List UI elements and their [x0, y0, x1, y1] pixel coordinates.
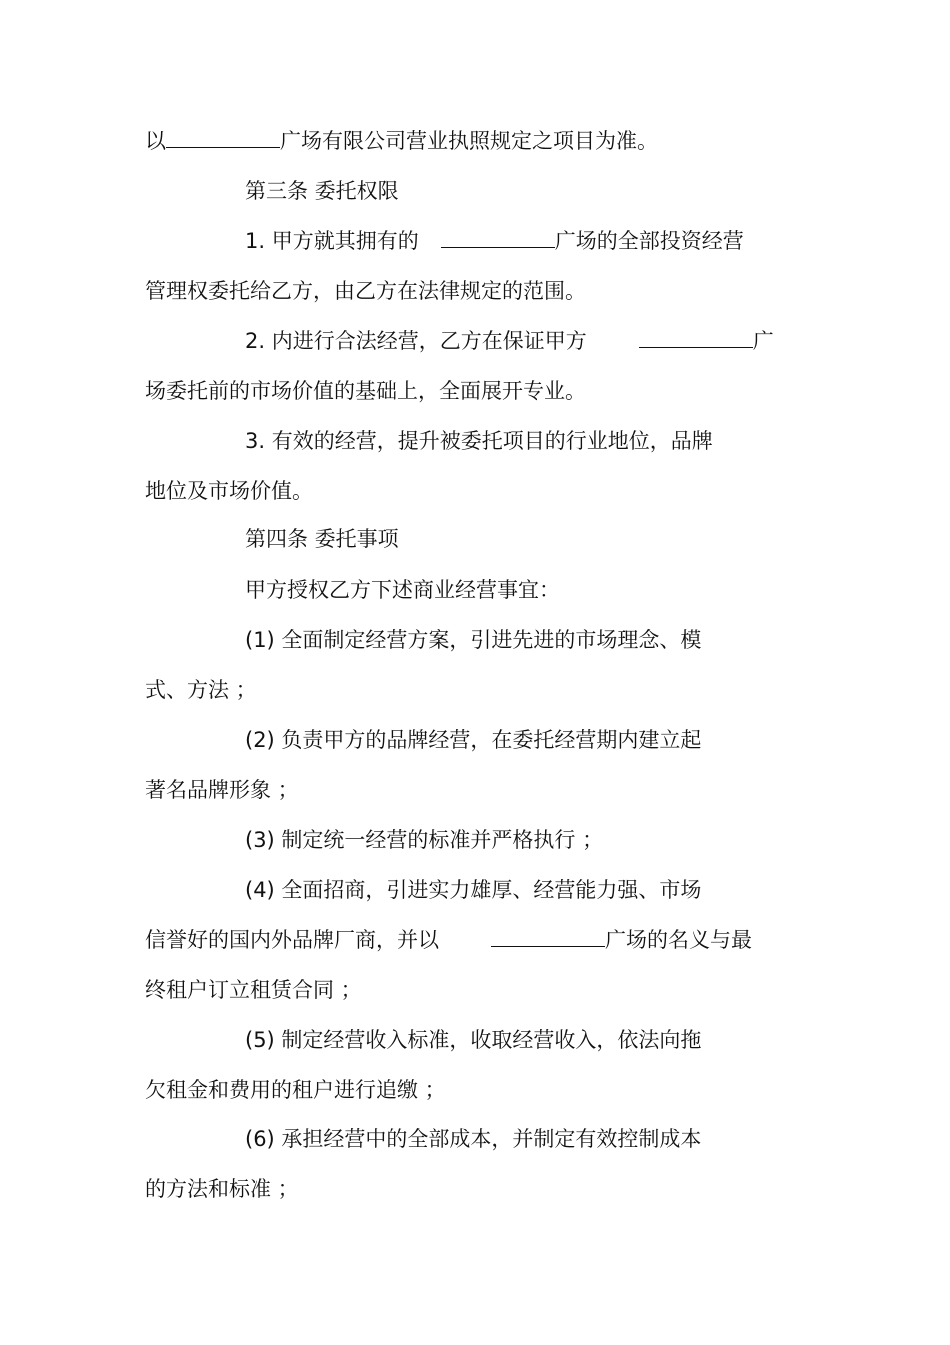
blank-underline: [166, 127, 280, 148]
line-text: 第三条 委托权限: [245, 179, 399, 203]
line-text: 以: [145, 129, 166, 153]
line-text: (3) 制定统一经营的标准并严格执行 ；: [245, 828, 604, 852]
line-text: (6) 承担经营中的全部成本，并制定有效控制成本: [245, 1127, 702, 1151]
text-line: [145, 1075, 446, 1105]
article-heading: [245, 176, 399, 206]
text-line: [145, 1174, 299, 1204]
line-text: 管理权委托给乙方，由乙方在法律规定的范围。: [145, 279, 586, 303]
list-item: [245, 875, 701, 905]
blank-underline: [441, 227, 555, 248]
line-text: 甲方授权乙方下述商业经营事宜：: [245, 578, 560, 602]
line-text: 信誉好的国内外品牌厂商，并以: [145, 928, 439, 952]
line-text: 欠租金和费用的租户进行追缴 ；: [145, 1078, 446, 1102]
line-text: 第四条 委托事项: [245, 527, 399, 551]
line-text: (5) 制定经营收入标准，收取经营收入，依法向拖: [245, 1028, 702, 1052]
line-text: (2) 负责甲方的品牌经营，在委托经营期内建立起: [245, 728, 702, 752]
line-text: 式、方法 ；: [145, 678, 257, 702]
text-line: [245, 226, 744, 256]
line-text: 2. 内进行合法经营，乙方在保证甲方: [245, 329, 587, 353]
list-item: [245, 1124, 701, 1154]
text-line: [145, 975, 362, 1005]
line-text: 广场的全部投资经营: [554, 229, 744, 253]
line-text: (4) 全面招商，引进实力雄厚、经营能力强、市场: [245, 878, 702, 902]
text-line: [245, 575, 560, 605]
text-line: [145, 476, 313, 506]
line-text: 广场的名义与最: [605, 928, 752, 952]
line-text: 1. 甲方就其拥有的: [245, 229, 419, 253]
line-text: 场委托前的市场价值的基础上，全面展开专业。: [145, 379, 586, 403]
line-text: 著名品牌形象 ；: [145, 778, 299, 802]
line-text: 终租户订立租赁合同 ；: [145, 978, 362, 1002]
article-heading: [245, 524, 399, 554]
text-line: [145, 126, 658, 156]
list-item: [245, 825, 603, 855]
text-line: [245, 426, 713, 456]
line-text: 地位及市场价值。: [145, 479, 313, 503]
blank-underline: [491, 926, 605, 947]
text-line: [145, 276, 586, 306]
list-item: [245, 725, 701, 755]
line-text: 广场有限公司营业执照规定之项目为准。: [280, 129, 658, 153]
line-text: 广: [752, 329, 774, 353]
text-line: [145, 376, 586, 406]
line-text: 的方法和标准 ；: [145, 1177, 299, 1201]
text-line: [145, 775, 299, 805]
list-item: [245, 1025, 701, 1055]
text-line: [145, 675, 257, 705]
line-text: (1) 全面制定经营方案，引进先进的市场理念、模: [245, 628, 702, 652]
list-item: [245, 625, 701, 655]
blank-underline: [639, 327, 753, 348]
text-line: [145, 925, 752, 955]
text-line: [245, 326, 774, 356]
line-text: 3. 有效的经营，提升被委托项目的行业地位，品牌: [245, 429, 713, 453]
